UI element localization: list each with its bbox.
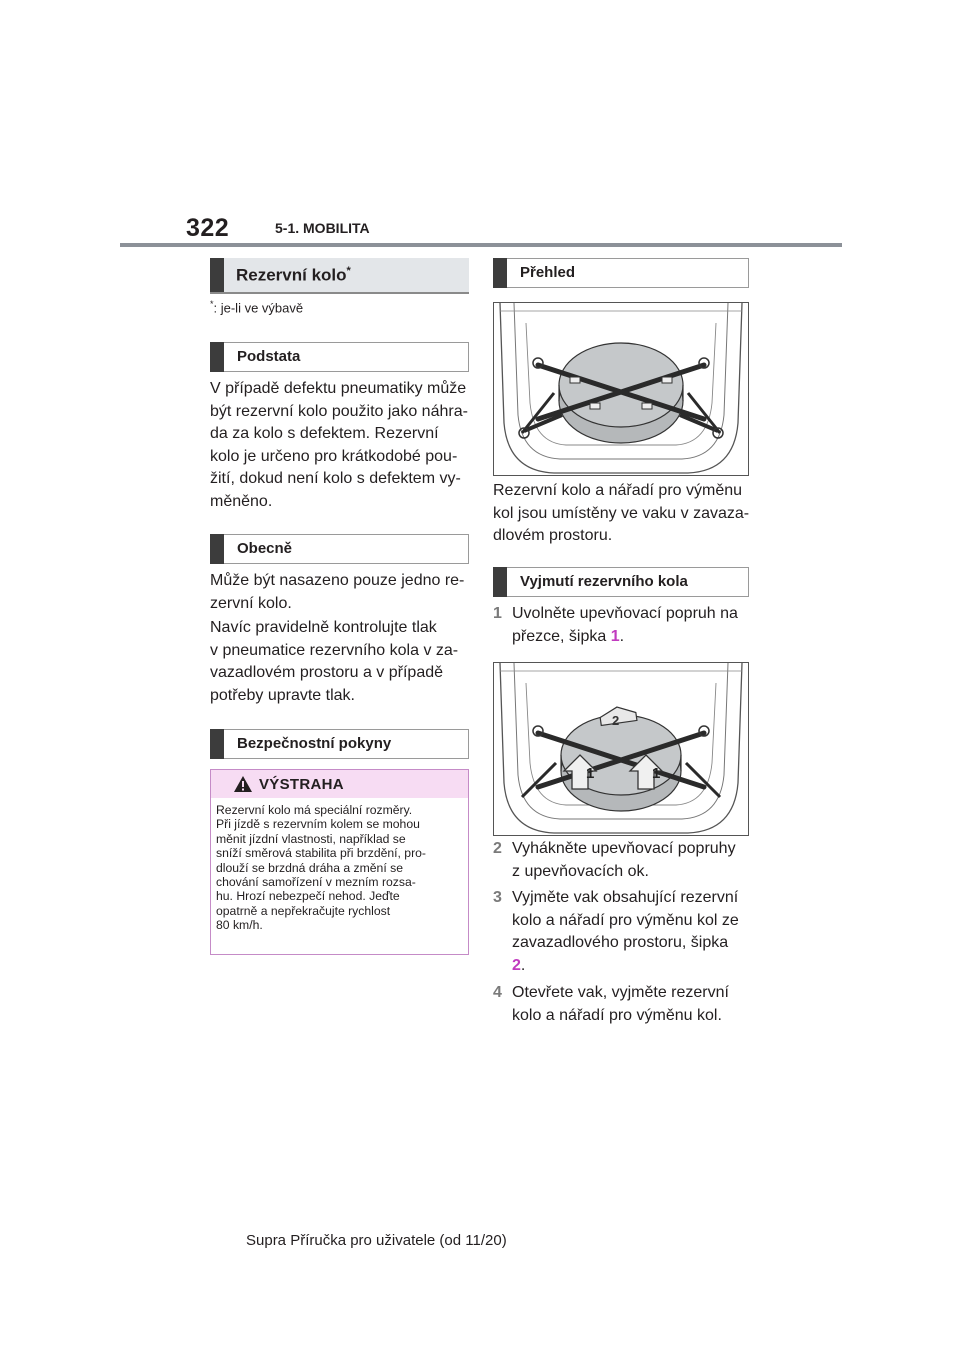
text-line: v pneumatice rezervního kola v za-: [210, 641, 459, 659]
arrow-label: 1: [586, 765, 595, 782]
section-bar: [210, 342, 224, 372]
arrow-label: 2: [612, 713, 620, 728]
spare-wheel-illustration: [494, 303, 748, 475]
section-head-label: Podstata: [237, 348, 301, 365]
section-head-podstata: [210, 342, 469, 372]
text-line: Rezervní kolo má speciální rozměry.: [216, 803, 413, 817]
text-line: zervní kolo.: [210, 594, 292, 612]
footnote-marker: *: [346, 265, 351, 277]
warning-triangle-icon: [233, 775, 253, 793]
footnote-mark: *: [210, 299, 214, 309]
step-number: 3: [493, 889, 502, 906]
text-line: Při jízdě s rezervním kolem se mohou: [216, 817, 420, 832]
prehled-paragraph: [493, 480, 755, 548]
obecne-paragraph-2: [210, 617, 472, 707]
section-bar: [210, 258, 224, 292]
footnote: [210, 299, 303, 315]
step-text: [512, 838, 757, 883]
section-head-obecne: [210, 534, 469, 564]
section-bar: [210, 534, 224, 564]
text-line: Rezervní kolo a nářadí pro výměnu: [493, 482, 743, 499]
text-line: sníží směrová stabilita při brzdění, pro-: [216, 846, 426, 861]
arrow-label: 1: [652, 765, 661, 782]
text-part: .: [520, 956, 526, 974]
text-line: V případě defektu pneumatiky může: [210, 380, 467, 397]
warning-title: VÝSTRAHA: [259, 776, 344, 793]
footnote-text: : je-li ve výbavě: [213, 300, 304, 316]
text-line: dlouží se brzdná dráha a změní se: [216, 860, 403, 875]
obecne-paragraph-1: [210, 570, 472, 615]
figure-strap-release: [493, 662, 749, 836]
text-line: Může být nasazeno pouze jedno re-: [210, 572, 465, 589]
step-text: [512, 982, 757, 1027]
text-part: .: [619, 627, 625, 645]
header-rule: [120, 243, 842, 247]
section-head-label: Přehled: [520, 264, 576, 281]
text-line: [512, 955, 757, 978]
text-line: měnit jízdní vlastnosti, například se: [216, 831, 406, 846]
text-line: Vyhákněte upevňovací popruhy: [512, 840, 736, 857]
text-line: [512, 626, 757, 649]
page-number: 322: [186, 214, 230, 242]
section-bar: [493, 567, 507, 597]
text-line: Uvolněte upevňovací popruh na: [512, 605, 738, 622]
section-title-text: Rezervní kolo: [236, 265, 347, 285]
section-head-prehled: [493, 258, 749, 288]
text-line: kolo a nářadí pro výměnu kol ze: [512, 911, 739, 929]
step-number: 1: [493, 605, 502, 622]
section-bar: [493, 258, 507, 288]
text-line: Otevřete vak, vyjměte rezervní: [512, 984, 729, 1001]
text-line: da za kolo s defektem. Rezervní: [210, 425, 439, 442]
step-text: [512, 887, 757, 977]
step-number: 4: [493, 984, 502, 1001]
warning-box: [210, 769, 469, 955]
section-head-bezpecnost: [210, 729, 469, 759]
text-line: kolo a nářadí pro výměnu kol.: [512, 1006, 722, 1024]
step-number: 2: [493, 840, 502, 857]
spare-wheel-arrows-illustration: [494, 663, 748, 835]
text-line: dlovém prostoru.: [493, 527, 613, 544]
text-line: chování samořízení v mezním rozsa-: [216, 875, 416, 890]
step-text: [512, 603, 757, 648]
section-head-label: Obecně: [237, 540, 293, 557]
section-title-rezervni-kolo: [210, 258, 469, 294]
arrow-reference: 2: [512, 956, 521, 974]
text-line: opatrně a nepřekračujte rychlost: [216, 903, 391, 918]
text-line: kolo je určeno pro krátkodobé pou-: [210, 447, 458, 465]
page-footer: Supra Příručka pro uživatele (od 11/20): [246, 1232, 507, 1249]
text-line: z upevňovacích ok.: [512, 862, 649, 880]
figure-trunk-overview: [493, 302, 749, 476]
chapter-title: 5-1. MOBILITA: [275, 220, 370, 236]
warning-header: [211, 770, 468, 798]
text-line: Navíc pravidelně kontrolujte tlak: [210, 619, 437, 636]
text-part: přezce, šipka: [512, 627, 611, 645]
text-line: potřeby upravte tlak.: [210, 686, 355, 704]
text-line: hu. Hrozí nebezpečí nehod. Jeďte: [216, 889, 400, 904]
text-line: být rezervní kolo použito jako náhra-: [210, 402, 468, 420]
text-line: žití, dokud není kolo s defektem vy-: [210, 470, 461, 487]
arrow-reference: 1: [610, 627, 620, 645]
podstata-paragraph: [210, 378, 472, 513]
text-line: 80 km/h.: [216, 918, 263, 933]
section-head-label: Vyjmutí rezervního kola: [520, 573, 688, 590]
text-line: Vyjměte vak obsahující rezervní: [512, 889, 739, 906]
text-line: vazadlovém prostoru a v případě: [210, 664, 444, 681]
text-line: měněno.: [210, 492, 273, 510]
text-line: kol jsou umístěny ve vaku v zavaza-: [493, 504, 750, 522]
section-head-vyjmuti: [493, 567, 749, 597]
section-bar: [210, 729, 224, 759]
warning-text: [216, 803, 468, 933]
section-head-label: Bezpečnostní pokyny: [237, 735, 392, 752]
text-line: zavazadlového prostoru, šipka: [512, 934, 729, 951]
